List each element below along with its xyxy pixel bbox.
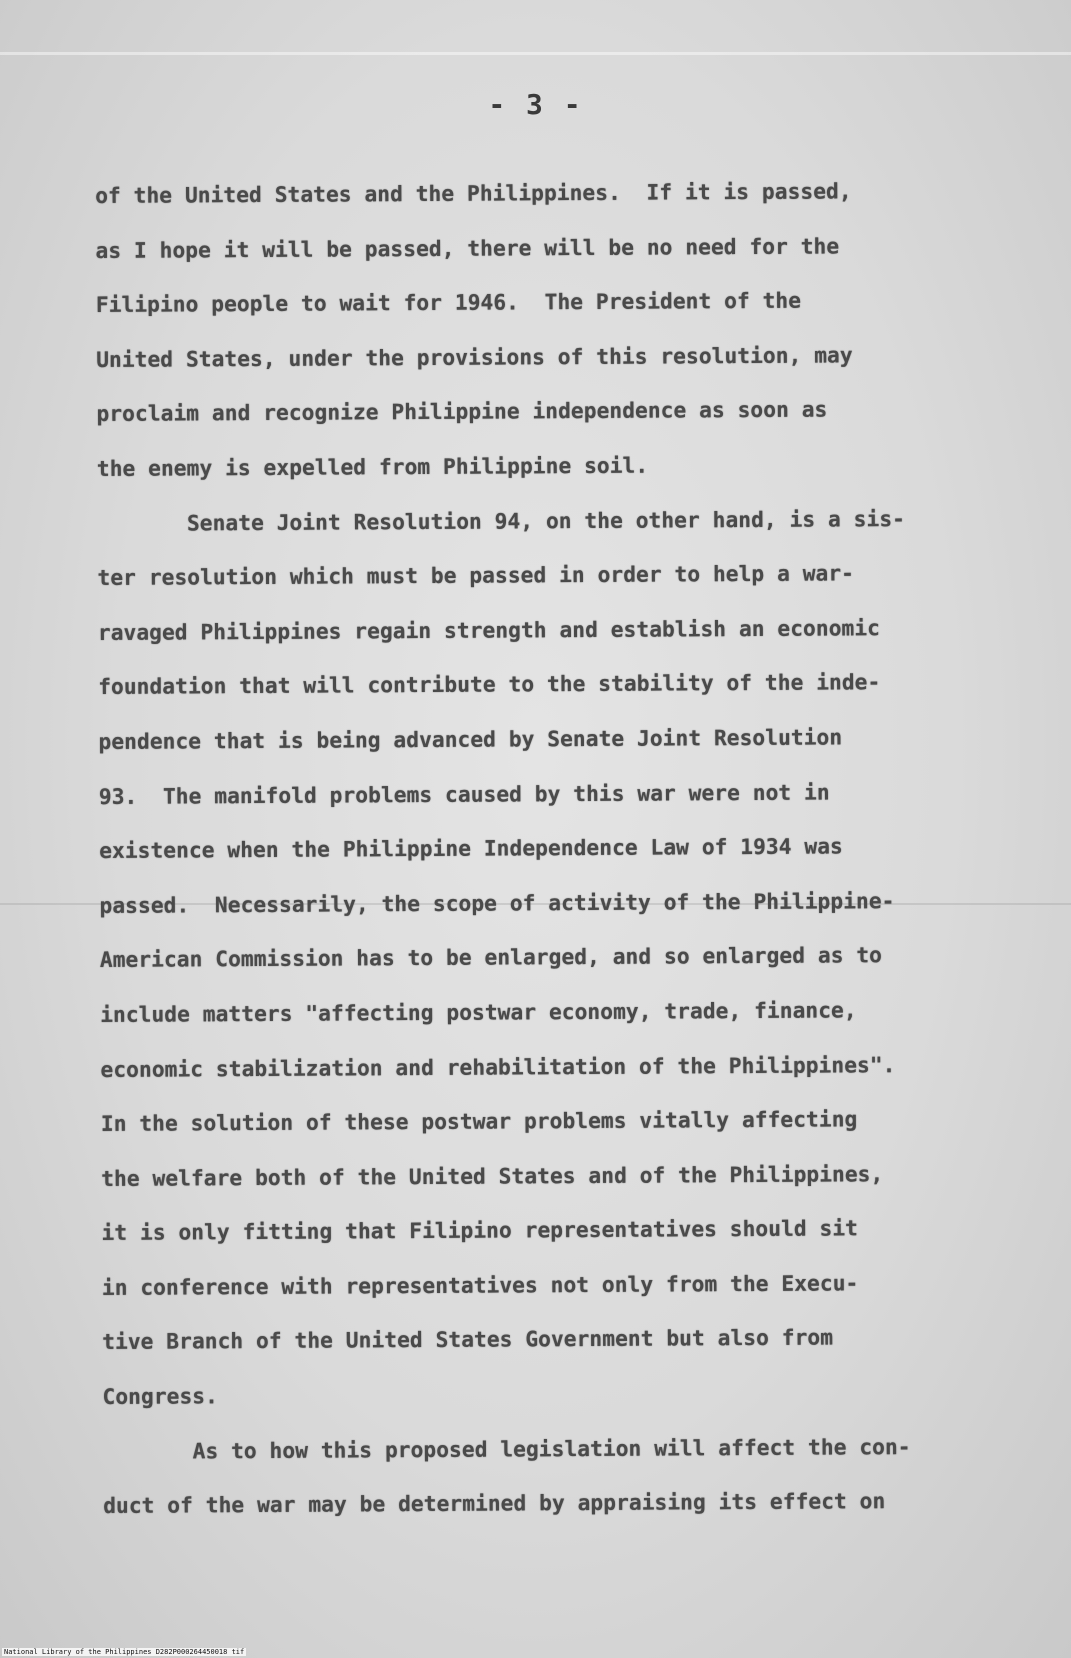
text-line: of the United States and the Philippines. If it is passed, [95, 179, 852, 209]
text-line: duct of the war may be determined by appraising its effect on [103, 1489, 886, 1520]
typed-body-text [95, 165, 1003, 1535]
text-line: existence when the Philippine Independence Law of 1934 was [99, 834, 843, 865]
text-line: include matters "affecting postwar economy, trade, finance, [100, 998, 857, 1028]
text-line: the enemy is expelled from Philippine soil. [96, 453, 649, 482]
text-line: In the solution of these postwar problems vitally affecting [100, 1107, 858, 1138]
text-line: ravaged Philippines regain strength and establish an economic [97, 615, 881, 646]
page-number: - 3 - [488, 88, 583, 121]
text-line: passed. Necessarily, the scope of activity of the Philippine- [99, 888, 895, 919]
text-line: economic stabilization and rehabilitation of the Philippines". [100, 1052, 896, 1083]
text-line: tive Branch of the United States Government but also from [102, 1325, 834, 1356]
text-line: Filipino people to wait for 1946. The President of the [95, 288, 802, 319]
text-line: United States, under the provisions of this resolution, may [96, 343, 853, 373]
text-line: in conference with representatives not only from the Execu- [101, 1271, 859, 1301]
archive-footer: National Library of the Philippines D282P000264450018 tif [4, 1648, 245, 1656]
text-line: proclaim and recognize Philippine independence as soon as [96, 397, 828, 428]
text-line: American Commission has to be enlarged, and so enlarged as to [99, 943, 883, 974]
text-line: ter resolution which must be passed in order to help a war- [97, 561, 855, 592]
text-line: 93. The manifold problems caused by this war were not in [98, 780, 830, 810]
text-line: As to how this proposed legislation will affect the con- [102, 1434, 911, 1465]
text-line: Senate Joint Resolution 94, on the other hand, is a sis- [97, 506, 906, 537]
text-line: the welfare both of the United States and of the Philippines, [101, 1161, 884, 1192]
text-line: Congress. [102, 1384, 218, 1411]
text-line: as I hope it will be passed, there will be no need for the [95, 234, 840, 264]
text-line: pendence that is being advanced by Senate Joint Resolution [98, 725, 843, 755]
text-line: foundation that will contribute to the stability of the inde- [98, 670, 881, 701]
text-line: it is only fitting that Filipino representatives should sit [101, 1216, 859, 1247]
top-fold-line [0, 52, 1071, 55]
